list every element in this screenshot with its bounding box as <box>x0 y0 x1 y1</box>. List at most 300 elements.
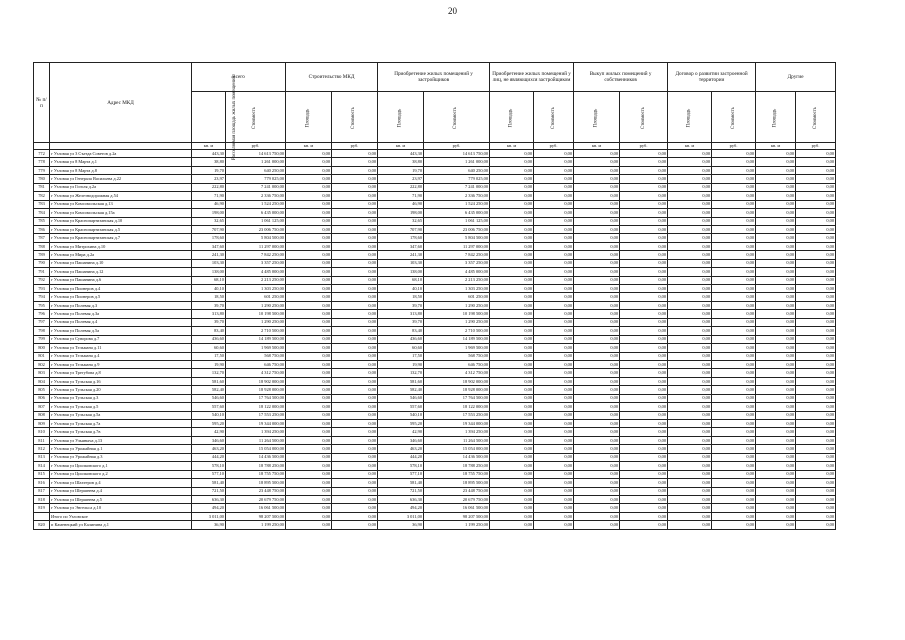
development-contract-cost: 0,00 <box>712 301 756 309</box>
purchase-developer-area: 132,70 <box>378 369 424 377</box>
total-area: 83,40 <box>192 327 226 335</box>
other-area: 0,00 <box>756 175 796 183</box>
purchase-developer-area: 546,60 <box>378 394 424 402</box>
purchase-developer-area: 707,90 <box>378 225 424 233</box>
construction-cost: 0,00 <box>332 200 378 208</box>
purchase-other-area: 0,00 <box>490 234 534 242</box>
buyout-area: 0,00 <box>574 386 620 394</box>
construction-cost: 0,00 <box>332 436 378 444</box>
purchase-other-area: 0,00 <box>490 217 534 225</box>
purchase-developer-area: 138,00 <box>378 268 424 276</box>
development-contract-area: 0,00 <box>668 479 712 487</box>
buyout-area: 0,00 <box>574 352 620 360</box>
buyout-area: 0,00 <box>574 369 620 377</box>
buyout-area: 0,00 <box>574 166 620 174</box>
other-cost: 0,00 <box>796 259 836 267</box>
buyout-area: 0,00 <box>574 445 620 453</box>
other-area: 0,00 <box>756 310 796 318</box>
total-cost: 10 198 500,00 <box>226 310 286 318</box>
table-row <box>34 183 836 191</box>
purchase-developer-cost: 1 199 250,00 <box>424 521 490 529</box>
row-address: г Узловая ул Пашанина д.6 <box>50 276 192 284</box>
buyout-area: 0,00 <box>574 158 620 166</box>
development-contract-cost: 0,00 <box>712 445 756 453</box>
row-address: г Узловая ул 3 Съезда Советов д.2а <box>50 150 192 158</box>
unit-area: кв. м <box>668 143 712 150</box>
purchase-developer-cost: 23 006 750,00 <box>424 225 490 233</box>
other-cost: 0,00 <box>796 504 836 512</box>
construction-area: 0,00 <box>286 251 332 259</box>
buyout-cost: 0,00 <box>620 377 668 385</box>
other-area: 0,00 <box>756 436 796 444</box>
construction-cost: 0,00 <box>332 521 378 529</box>
purchase-developer-area: 103,30 <box>378 259 424 267</box>
development-contract-area: 0,00 <box>668 242 712 250</box>
development-contract-cost: 0,00 <box>712 217 756 225</box>
development-contract-area: 0,00 <box>668 301 712 309</box>
purchase-other-area: 0,00 <box>490 166 534 174</box>
development-contract-cost: 0,00 <box>712 386 756 394</box>
construction-cost: 0,00 <box>332 487 378 495</box>
buyout-cost: 0,00 <box>620 158 668 166</box>
purchase-other-cost: 0,00 <box>534 276 574 284</box>
purchase-developer-area: 557,60 <box>378 403 424 411</box>
purchase-other-cost: 0,00 <box>534 242 574 250</box>
development-contract-cost: 0,00 <box>712 411 756 419</box>
total-cost: 16 061 500,00 <box>226 504 286 512</box>
purchase-developer-area: 595,20 <box>378 420 424 428</box>
construction-cost: 0,00 <box>332 352 378 360</box>
row-address: г Узловая ул Тульская д.7а <box>50 420 192 428</box>
other-area: 0,00 <box>756 479 796 487</box>
total-cost: 11 264 500,00 <box>226 436 286 444</box>
unit-area: кв. м <box>192 143 226 150</box>
other-area: 0,00 <box>756 234 796 242</box>
purchase-other-cost: 0,00 <box>534 512 574 520</box>
purchase-developer-cost: 3 357 250,00 <box>424 259 490 267</box>
purchase-other-cost: 0,00 <box>534 436 574 444</box>
purchase-other-cost: 0,00 <box>534 318 574 326</box>
construction-cost: 0,00 <box>332 318 378 326</box>
row-address: г Узловая ул 8 Марта д.8 <box>50 166 192 174</box>
buyout-area: 0,00 <box>574 200 620 208</box>
construction-area: 0,00 <box>286 327 332 335</box>
row-number: 820 <box>34 521 50 529</box>
purchase-other-area: 0,00 <box>490 259 534 267</box>
other-area: 0,00 <box>756 192 796 200</box>
purchase-other-cost: 0,00 <box>534 301 574 309</box>
other-cost: 0,00 <box>796 386 836 394</box>
development-contract-area: 0,00 <box>668 521 712 529</box>
purchase-other-area: 0,00 <box>490 335 534 343</box>
row-address: г Узловая ул Тульская д.7в <box>50 428 192 436</box>
other-cost: 0,00 <box>796 158 836 166</box>
buyout-area: 0,00 <box>574 175 620 183</box>
development-contract-cost: 0,00 <box>712 352 756 360</box>
construction-cost: 0,00 <box>332 293 378 301</box>
total-area: 313,80 <box>192 310 226 318</box>
purchase-other-cost: 0,00 <box>534 495 574 503</box>
row-number: 805 <box>34 386 50 394</box>
development-contract-cost: 0,00 <box>712 479 756 487</box>
subheader-area-cell <box>490 92 534 143</box>
purchase-other-area: 0,00 <box>490 386 534 394</box>
purchase-developer-area: 241,30 <box>378 251 424 259</box>
total-cost: 14 189 500,00 <box>226 335 286 343</box>
purchase-other-cost: 0,00 <box>534 259 574 267</box>
total-area: 132,70 <box>192 369 226 377</box>
construction-cost: 0,00 <box>332 462 378 470</box>
buyout-cost: 0,00 <box>620 166 668 174</box>
row-number: 789 <box>34 251 50 259</box>
development-contract-area: 0,00 <box>668 285 712 293</box>
buyout-cost: 0,00 <box>620 428 668 436</box>
row-number: 800 <box>34 344 50 352</box>
purchase-other-area: 0,00 <box>490 495 534 503</box>
purchase-other-area: 0,00 <box>490 453 534 461</box>
development-contract-cost: 0,00 <box>712 175 756 183</box>
row-number: 780 <box>34 175 50 183</box>
development-contract-cost: 0,00 <box>712 150 756 158</box>
purchase-developer-area: 36,90 <box>378 521 424 529</box>
purchase-other-cost: 0,00 <box>534 504 574 512</box>
total-area: 347,60 <box>192 242 226 250</box>
development-contract-cost: 0,00 <box>712 470 756 478</box>
construction-area: 0,00 <box>286 242 332 250</box>
construction-cost: 0,00 <box>332 504 378 512</box>
construction-cost: 0,00 <box>332 394 378 402</box>
row-number: 779 <box>34 166 50 174</box>
row-address: г Узловая ул Тельмана д.11 <box>50 344 192 352</box>
purchase-developer-area: 346,60 <box>378 436 424 444</box>
development-contract-area: 0,00 <box>668 470 712 478</box>
buyout-area: 0,00 <box>574 234 620 242</box>
row-address: г Узловая ул Пионеров д.5 <box>50 293 192 301</box>
construction-cost: 0,00 <box>332 251 378 259</box>
total-cost: 23 448 750,00 <box>226 487 286 495</box>
row-address: г Узловая ул Полевая д.3 <box>50 301 192 309</box>
total-area: 103,30 <box>192 259 226 267</box>
purchase-developer-area: 178,60 <box>378 234 424 242</box>
buyout-area: 0,00 <box>574 251 620 259</box>
purchase-developer-area: 38,80 <box>378 158 424 166</box>
total-area: 178,60 <box>192 234 226 242</box>
purchase-other-cost: 0,00 <box>534 521 574 529</box>
buyout-cost: 0,00 <box>620 512 668 520</box>
total-cost: 1 524 250,00 <box>226 200 286 208</box>
row-number: 801 <box>34 352 50 360</box>
total-cost: 7 241 000,00 <box>226 183 286 191</box>
construction-area: 0,00 <box>286 276 332 284</box>
development-contract-cost: 0,00 <box>712 158 756 166</box>
subheader-cost: Стоимость <box>252 106 258 129</box>
row-address: г Узловая ул Тульская д.16 <box>50 377 192 385</box>
table-row <box>34 150 836 158</box>
construction-cost: 0,00 <box>332 453 378 461</box>
development-contract-cost: 0,00 <box>712 276 756 284</box>
total-area: 581,40 <box>192 479 226 487</box>
total-area: 39,70 <box>192 301 226 309</box>
purchase-other-cost: 0,00 <box>534 225 574 233</box>
other-cost: 0,00 <box>796 512 836 520</box>
development-contract-cost: 0,00 <box>712 225 756 233</box>
construction-cost: 0,00 <box>332 377 378 385</box>
buyout-cost: 0,00 <box>620 352 668 360</box>
buyout-area: 0,00 <box>574 209 620 217</box>
development-contract-area: 0,00 <box>668 420 712 428</box>
buyout-cost: 0,00 <box>620 183 668 191</box>
table-row <box>34 504 836 512</box>
development-contract-area: 0,00 <box>668 310 712 318</box>
construction-cost: 0,00 <box>332 360 378 368</box>
buyout-area: 0,00 <box>574 411 620 419</box>
construction-cost: 0,00 <box>332 150 378 158</box>
buyout-cost: 0,00 <box>620 310 668 318</box>
other-cost: 0,00 <box>796 521 836 529</box>
row-number: 784 <box>34 209 50 217</box>
construction-cost: 0,00 <box>332 175 378 183</box>
row-number: 785 <box>34 217 50 225</box>
buyout-cost: 0,00 <box>620 285 668 293</box>
table-row <box>34 268 836 276</box>
construction-area: 0,00 <box>286 310 332 318</box>
buyout-area: 0,00 <box>574 428 620 436</box>
total-cost: 18 928 000,00 <box>226 386 286 394</box>
unit-area: кв. м <box>490 143 534 150</box>
purchase-other-area: 0,00 <box>490 276 534 284</box>
development-contract-area: 0,00 <box>668 495 712 503</box>
table-row <box>34 259 836 267</box>
units-blank <box>34 143 50 150</box>
buyout-area: 0,00 <box>574 192 620 200</box>
row-number: 813 <box>34 453 50 461</box>
subheader-cost-cell <box>332 92 378 143</box>
total-area: 436,60 <box>192 335 226 343</box>
development-contract-area: 0,00 <box>668 166 712 174</box>
other-area: 0,00 <box>756 183 796 191</box>
construction-cost: 0,00 <box>332 310 378 318</box>
purchase-developer-area: 42,90 <box>378 428 424 436</box>
subheader-cost-cell <box>620 92 668 143</box>
purchase-developer-area: 68,10 <box>378 276 424 284</box>
other-area: 0,00 <box>756 335 796 343</box>
row-number: 808 <box>34 411 50 419</box>
other-cost: 0,00 <box>796 495 836 503</box>
unit-area: кв. м <box>574 143 620 150</box>
table-row <box>34 403 836 411</box>
table-row <box>34 192 836 200</box>
purchase-other-cost: 0,00 <box>534 445 574 453</box>
construction-area: 0,00 <box>286 259 332 267</box>
row-number: 806 <box>34 394 50 402</box>
other-area: 0,00 <box>756 242 796 250</box>
purchase-developer-area: 23,97 <box>378 175 424 183</box>
total-area: 557,60 <box>192 403 226 411</box>
purchase-other-cost: 0,00 <box>534 166 574 174</box>
subheader-area-cell <box>378 92 424 143</box>
row-address: г Узловая ул Тульская д.5 <box>50 403 192 411</box>
row-address: г Узловая ул Полевая д.5а <box>50 327 192 335</box>
table-row <box>34 386 836 394</box>
construction-area: 0,00 <box>286 293 332 301</box>
development-contract-area: 0,00 <box>668 394 712 402</box>
table-row <box>34 360 836 368</box>
purchase-developer-cost: 1 394 250,00 <box>424 428 490 436</box>
other-cost: 0,00 <box>796 403 836 411</box>
row-number: 796 <box>34 310 50 318</box>
total-cost: 4 312 750,00 <box>226 369 286 377</box>
table-row <box>34 344 836 352</box>
construction-cost: 0,00 <box>332 335 378 343</box>
development-contract-cost: 0,00 <box>712 521 756 529</box>
development-contract-cost: 0,00 <box>712 259 756 267</box>
buyout-cost: 0,00 <box>620 175 668 183</box>
subheader-area-cell <box>574 92 620 143</box>
other-area: 0,00 <box>756 360 796 368</box>
row-number: 812 <box>34 445 50 453</box>
total-area: 241,30 <box>192 251 226 259</box>
row-address: г Узловая ул Шершнева д.5 <box>50 495 192 503</box>
row-number: 791 <box>34 268 50 276</box>
row-address: г Узловая ул Трегубова д.8 <box>50 369 192 377</box>
other-cost: 0,00 <box>796 175 836 183</box>
purchase-other-area: 0,00 <box>490 200 534 208</box>
total-cost: 18 122 000,00 <box>226 403 286 411</box>
purchase-developer-area: 577,10 <box>378 470 424 478</box>
buyout-cost: 0,00 <box>620 403 668 411</box>
buyout-cost: 0,00 <box>620 360 668 368</box>
construction-area: 0,00 <box>286 183 332 191</box>
row-number <box>34 512 50 520</box>
buyout-cost: 0,00 <box>620 470 668 478</box>
unit-money: руб. <box>796 143 836 150</box>
row-address: г Узловая ул Пашанина д.12 <box>50 268 192 276</box>
total-area: 721,50 <box>192 487 226 495</box>
development-contract-cost: 0,00 <box>712 242 756 250</box>
subheader-area: Площадь <box>686 108 692 127</box>
buyout-cost: 0,00 <box>620 242 668 250</box>
table-row <box>34 251 836 259</box>
development-contract-area: 0,00 <box>668 428 712 436</box>
buyout-cost: 0,00 <box>620 192 668 200</box>
buyout-area: 0,00 <box>574 285 620 293</box>
purchase-developer-area: 721,50 <box>378 487 424 495</box>
buyout-area: 0,00 <box>574 521 620 529</box>
total-area: 581,60 <box>192 377 226 385</box>
purchase-other-area: 0,00 <box>490 310 534 318</box>
purchase-other-cost: 0,00 <box>534 327 574 335</box>
other-area: 0,00 <box>756 394 796 402</box>
purchase-other-area: 0,00 <box>490 470 534 478</box>
development-contract-cost: 0,00 <box>712 495 756 503</box>
other-cost: 0,00 <box>796 310 836 318</box>
table-row <box>34 293 836 301</box>
development-contract-area: 0,00 <box>668 512 712 520</box>
construction-cost: 0,00 <box>332 327 378 335</box>
table-row <box>34 411 836 419</box>
other-area: 0,00 <box>756 217 796 225</box>
row-number: 815 <box>34 470 50 478</box>
unit-area: кв. м <box>286 143 332 150</box>
development-contract-cost: 0,00 <box>712 310 756 318</box>
purchase-developer-area: 3 011,00 <box>378 512 424 520</box>
total-cost: 1 969 500,00 <box>226 344 286 352</box>
construction-cost: 0,00 <box>332 285 378 293</box>
purchase-developer-cost: 568 750,00 <box>424 352 490 360</box>
construction-area: 0,00 <box>286 150 332 158</box>
total-cost: 18 895 500,00 <box>226 479 286 487</box>
purchase-developer-cost: 18 902 000,00 <box>424 377 490 385</box>
purchase-developer-cost: 5 804 500,00 <box>424 234 490 242</box>
purchase-other-cost: 0,00 <box>534 352 574 360</box>
row-number: 802 <box>34 360 50 368</box>
construction-area: 0,00 <box>286 285 332 293</box>
development-contract-area: 0,00 <box>668 158 712 166</box>
development-contract-area: 0,00 <box>668 225 712 233</box>
purchase-other-area: 0,00 <box>490 318 534 326</box>
development-contract-cost: 0,00 <box>712 420 756 428</box>
table-row <box>34 200 836 208</box>
row-address: г Узловая ул Железнодорожная д.54 <box>50 192 192 200</box>
purchase-developer-area: 60,60 <box>378 344 424 352</box>
total-cost: 19 344 000,00 <box>226 420 286 428</box>
row-number: 809 <box>34 420 50 428</box>
row-number: 787 <box>34 234 50 242</box>
total-cost: 1 261 000,00 <box>226 158 286 166</box>
construction-area: 0,00 <box>286 462 332 470</box>
construction-cost: 0,00 <box>332 209 378 217</box>
construction-area: 0,00 <box>286 158 332 166</box>
buyout-cost: 0,00 <box>620 200 668 208</box>
total-cost: 640 250,00 <box>226 166 286 174</box>
construction-cost: 0,00 <box>332 166 378 174</box>
table-row <box>34 318 836 326</box>
subheader-cost: Стоимость <box>351 106 357 129</box>
total-cost: 2 710 500,00 <box>226 327 286 335</box>
purchase-other-area: 0,00 <box>490 192 534 200</box>
table-row <box>34 301 836 309</box>
buyout-cost: 0,00 <box>620 259 668 267</box>
purchase-developer-area: 83,40 <box>378 327 424 335</box>
table-row <box>34 352 836 360</box>
total-area: 39,70 <box>192 318 226 326</box>
purchase-developer-cost: 6 435 000,00 <box>424 209 490 217</box>
other-area: 0,00 <box>756 276 796 284</box>
development-contract-area: 0,00 <box>668 259 712 267</box>
other-area: 0,00 <box>756 521 796 529</box>
table-row <box>34 521 836 529</box>
construction-area: 0,00 <box>286 504 332 512</box>
construction-cost: 0,00 <box>332 301 378 309</box>
purchase-developer-area: 19,70 <box>378 166 424 174</box>
purchase-developer-area: 443,30 <box>378 150 424 158</box>
subheader-area: Площадь <box>593 108 599 127</box>
other-area: 0,00 <box>756 344 796 352</box>
purchase-developer-area: 39,70 <box>378 318 424 326</box>
row-address: г Узловая ул Тульская д.5а <box>50 411 192 419</box>
subheader-cost: Стоимость <box>550 106 556 129</box>
other-cost: 0,00 <box>796 470 836 478</box>
total-cost: 23 006 750,00 <box>226 225 286 233</box>
purchase-other-cost: 0,00 <box>534 386 574 394</box>
total-area: 23,97 <box>192 175 226 183</box>
development-contract-area: 0,00 <box>668 209 712 217</box>
construction-cost: 0,00 <box>332 158 378 166</box>
subheader-cost-cell <box>424 92 490 143</box>
row-number: 794 <box>34 293 50 301</box>
header-group: Приобретение жилых помещений у застройщиков <box>378 63 490 92</box>
purchase-other-cost: 0,00 <box>534 217 574 225</box>
